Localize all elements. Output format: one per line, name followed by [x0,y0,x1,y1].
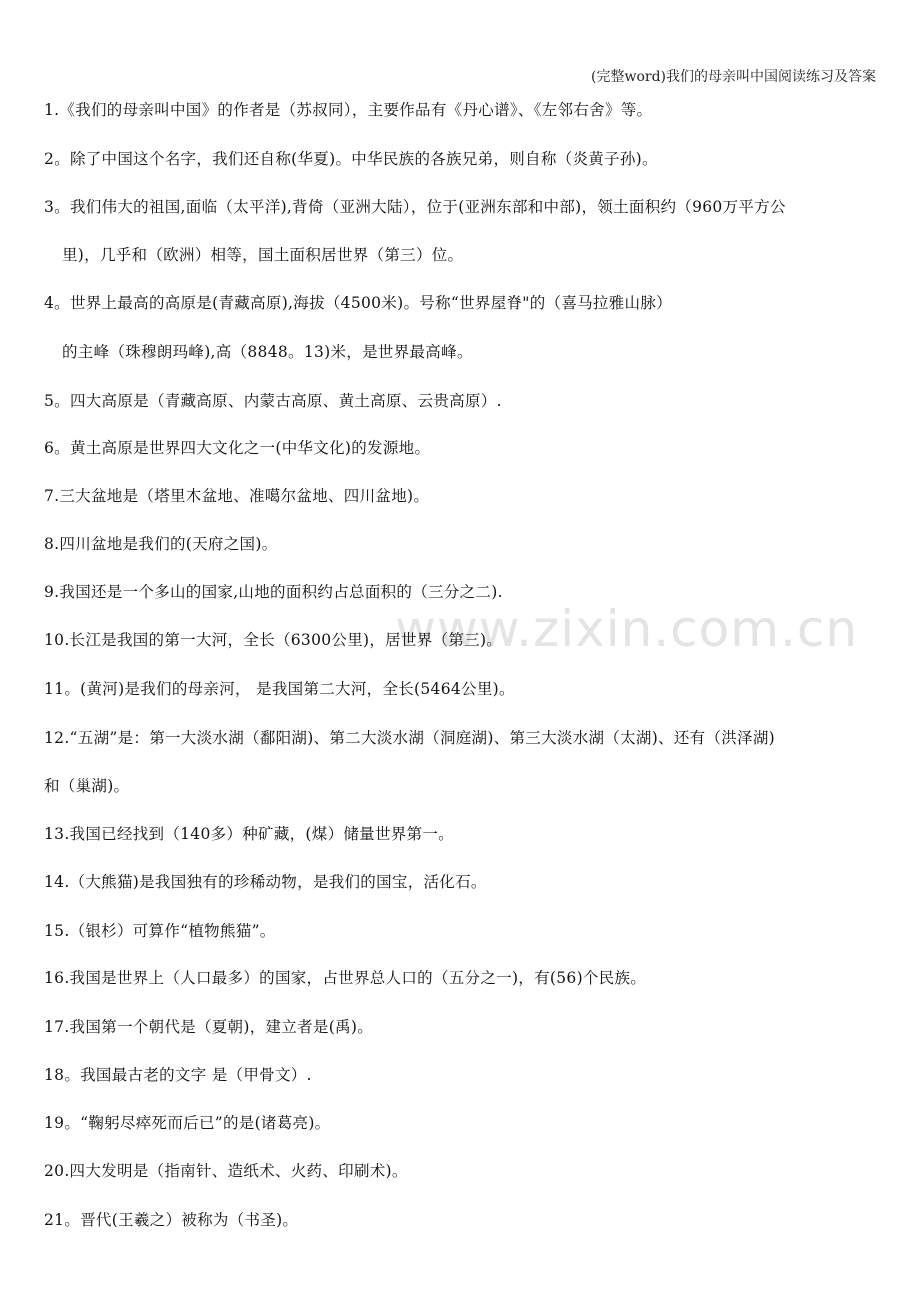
question-line: 5。四大高原是（青藏高原、内蒙古高原、黄土高原、云贵高原）. [44,392,502,410]
question-line: 6。黄土高原是世界四大文化之一(中华文化)的发源地。 [44,439,431,457]
question-line: 13.我国已经找到（140多）种矿藏，(煤）储量世界第一。 [44,825,454,843]
question-line: 9.我国还是一个多山的国家,山地的面积约占总面积的（三分之二). [44,583,503,601]
question-line: 11。(黄河)是我们的母亲河， 是我国第二大河，全长(5464公里)。 [44,680,515,698]
question-line: 7.三大盆地是（塔里木盆地、准噶尔盆地、四川盆地)。 [44,487,430,505]
question-line: 19。“鞠躬尽瘁死而后已”的是(诸葛亮)。 [44,1114,331,1132]
question-line: 4。世界上最高的高原是(青藏高原),海拔（4500米)。号称“世界屋脊"的（喜马拉雅山脉） [44,294,672,312]
question-line: 2。除了中国这个名字，我们还自称(华夏)。中华民族的各族兄弟，则自称（炎黄子孙)。 [44,150,658,168]
document-header: (完整word)我们的母亲叫中国阅读练习及答案 [591,69,876,85]
question-line: 20.四大发明是（指南针、造纸术、火药、印刷术)。 [44,1162,408,1180]
question-line: 21。晋代(王羲之）被称为（书圣)。 [44,1211,299,1229]
question-line-continuation: 和（巢湖)。 [44,777,130,795]
question-line: 16.我国是世界上（人口最多）的国家，占世界总人口的（五分之一)，有(56)个民族。 [44,969,647,987]
question-line: 3。我们伟大的祖国,面临（太平洋),背倚（亚洲大陆），位于(亚洲东部和中部)，领土面积约（960万平方公 [44,198,786,216]
question-line: 15.（银杉）可算作“植物熊猫”。 [44,922,276,940]
watermark: www.zixin.com.cn [395,600,859,658]
question-line: 10.长江是我国的第一大河，全长（6300公里)，居世界（第三)。 [44,631,503,649]
question-line: 12.“五湖”是：第一大淡水湖（鄱阳湖)、第二大淡水湖（洞庭湖)、第三大淡水湖（太湖)、还有（洪泽湖) [44,729,775,747]
question-line: 17.我国第一个朝代是（夏朝)，建立者是(禹)。 [44,1018,373,1036]
question-line-continuation: 里)，几乎和（欧洲）相等，国土面积居世界（第三）位。 [62,246,464,264]
question-line-continuation: 的主峰（珠穆朗玛峰),高（8848。13)米，是世界最高峰。 [62,343,473,361]
question-line: 1.《我们的母亲叫中国》的作者是（苏叔同），主要作品有《丹心谱》、《左邻右舍》等。 [44,101,653,119]
question-line: 14.（大熊猫)是我国独有的珍稀动物，是我们的国宝，活化石。 [44,873,487,891]
question-line: 18。我国最古老的文字 是（甲骨文）. [44,1066,312,1084]
question-line: 8.四川盆地是我们的(天府之国)。 [44,535,278,553]
